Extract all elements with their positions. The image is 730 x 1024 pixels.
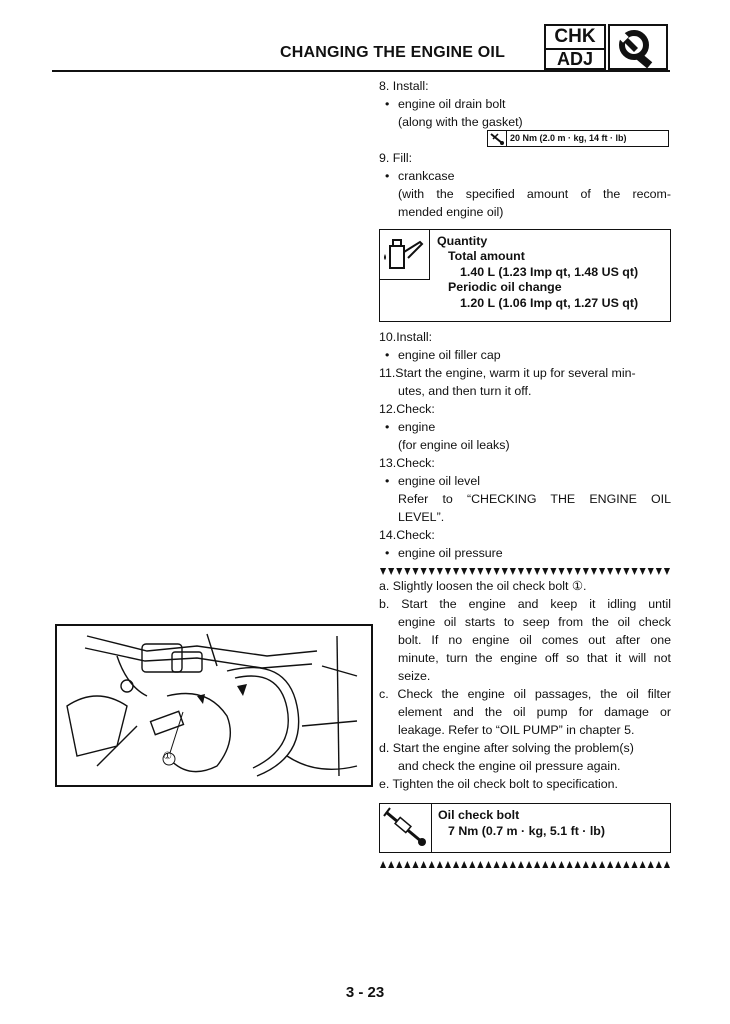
step-10-title: 10.Install: (379, 330, 433, 344)
oil-can-icon (380, 230, 430, 280)
substep-b-line2: engine oil starts to seep from the oil check (398, 615, 671, 629)
step-9-note-line2: mended engine oil) (398, 205, 504, 219)
step-12-item: • engine (379, 418, 671, 436)
step-14-item: • engine oil pressure (379, 544, 671, 562)
substep-d-line1: d. Start the engine after solving the problem(s) (379, 741, 634, 755)
page-number: 3 - 23 (345, 984, 385, 1001)
oil-check-bolt-torque: 7 Nm (0.7 m · kg, 5.1 ft · lb) (448, 824, 605, 838)
section-start-marker (379, 567, 671, 577)
substep-c-line1: c. Check the engine oil passages, the oil filter (379, 687, 671, 701)
step-8-title: 8. Install: (379, 79, 429, 93)
step-12-title: 12.Check: (379, 402, 435, 416)
section-end-marker (379, 860, 671, 870)
badge-chk-text: CHK (554, 26, 596, 47)
instruction-column (379, 77, 671, 221)
substep-a: a. Slightly loosen the oil check bolt ①. (379, 579, 587, 593)
instruction-column-2 (379, 328, 671, 562)
total-amount-label: Total amount (448, 249, 525, 263)
periodic-change-label: Periodic oil change (448, 280, 562, 294)
torque-wrench-icon (380, 804, 432, 852)
substeps-column (379, 577, 671, 793)
engine-line-drawing (57, 626, 371, 785)
step-11-line2: utes, and then turn it off. (398, 384, 532, 398)
drain-bolt-torque-value: 20 Nm (2.0 m · kg, 14 ft · lb) (510, 133, 627, 143)
step-9-note-line1: (with the specified amount of the recom- (398, 187, 671, 201)
oil-check-bolt-box (379, 803, 671, 853)
step-13-ref-line1: Refer to “CHECKING THE ENGINE OIL (398, 492, 671, 506)
wrench-magnifier-icon (608, 24, 668, 70)
oil-check-bolt-illustration (55, 624, 373, 787)
substep-c-line3: leakage. Refer to “OIL PUMP” in chapter 5. (398, 723, 635, 737)
step-9-title: 9. Fill: (379, 151, 413, 165)
step-8-note: (along with the gasket) (398, 115, 523, 129)
substep-d-line2: and check the engine oil pressure again. (398, 759, 621, 773)
step-13-item: • engine oil level (379, 472, 671, 490)
step-12-note: (for engine oil leaks) (398, 438, 510, 452)
badge-adj-text: ADJ (556, 49, 593, 69)
torque-wrench-icon (488, 131, 507, 146)
substep-b-line4: minute, turn the engine off so that it will not (398, 651, 671, 665)
periodic-change-value: 1.20 L (1.06 Imp qt, 1.27 US qt) (460, 296, 639, 310)
chk-adj-badge (544, 24, 668, 72)
substep-e: e. Tighten the oil check bolt to specification. (379, 777, 619, 791)
oil-check-bolt-title: Oil check bolt (438, 808, 520, 822)
step-8-item: • engine oil drain bolt (379, 95, 671, 113)
quantity-title: Quantity (437, 234, 488, 248)
drain-bolt-torque-spec (487, 130, 669, 147)
figure-callout-1: ① (163, 751, 172, 762)
page-title: CHANGING THE ENGINE OIL (280, 44, 506, 61)
chk-adj-label-box (544, 24, 606, 70)
substep-b-line1: b. Start the engine and keep it idling until (379, 597, 671, 611)
oil-quantity-box (379, 229, 671, 322)
step-13-ref-line2: LEVEL”. (398, 510, 445, 524)
substep-b-line3: bolt. If no engine oil comes out after one (398, 633, 671, 647)
total-amount-value: 1.40 L (1.23 Imp qt, 1.48 US qt) (460, 265, 639, 279)
step-14-title: 14.Check: (379, 528, 435, 542)
step-13-title: 13.Check: (379, 456, 435, 470)
step-11-line1: 11.Start the engine, warm it up for several min- (379, 366, 636, 380)
step-9-item: • crankcase (379, 167, 671, 185)
substep-b-line5: seize. (398, 669, 431, 683)
substep-c-line2: element and the oil pump for damage or (398, 705, 671, 719)
step-10-item: • engine oil filler cap (379, 346, 671, 364)
